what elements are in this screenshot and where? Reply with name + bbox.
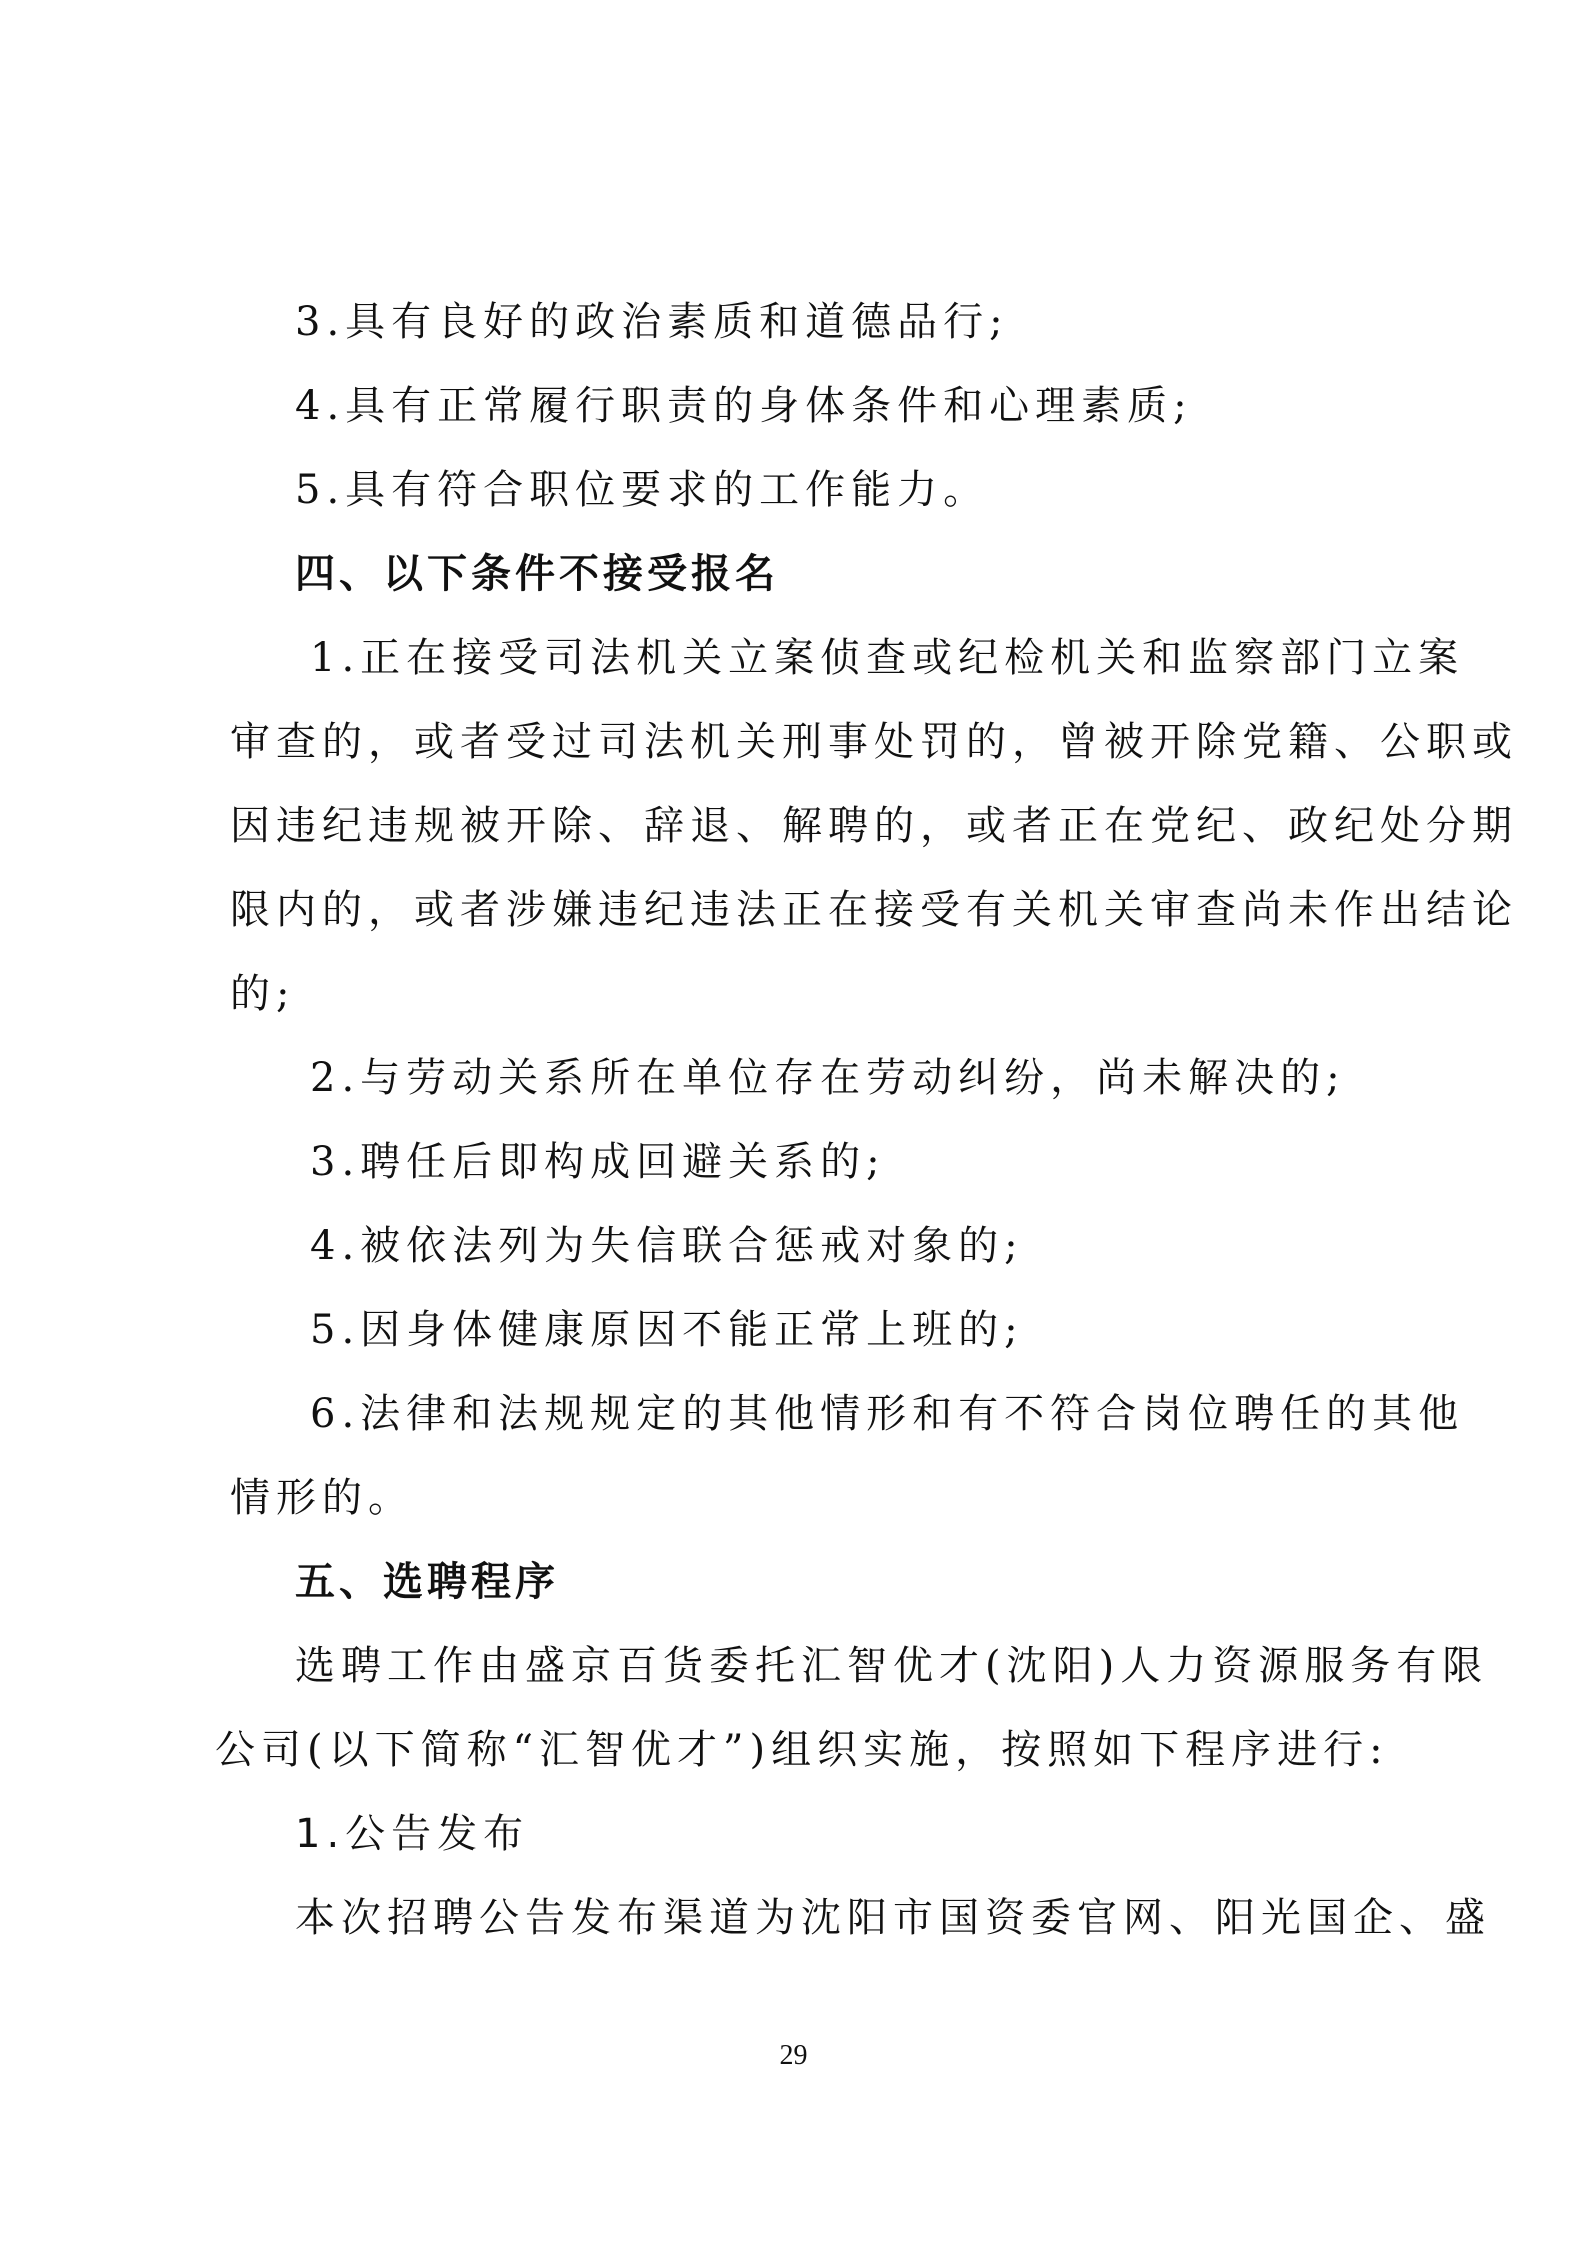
exclusion-item-6-line-1: 6.法律和法规规定的其他情形和有不符合岗位聘任的其他 (310, 1391, 1465, 1437)
qualification-item-4: 4.具有正常履行职责的身体条件和心理素质; (295, 383, 1193, 429)
exclusion-item-1-line-3: 因违纪违规被开除、辞退、解聘的，或者正在党纪、政纪处分期 (230, 803, 1518, 849)
qualification-item-3: 3.具有良好的政治素质和道德品行; (295, 299, 1009, 345)
procedure-intro-line-1: 选聘工作由盛京百货委托汇智优才(沈阳)人力资源服务有限 (295, 1643, 1489, 1689)
exclusion-item-1-line-1: 1.正在接受司法机关立案侦查或纪检机关和监察部门立案 (310, 635, 1465, 681)
exclusion-item-1-line-2: 审查的，或者受过司法机关刑事处罚的，曾被开除党籍、公职或 (230, 719, 1518, 765)
exclusion-item-2: 2.与劳动关系所在单位存在劳动纠纷，尚未解决的; (310, 1055, 1346, 1101)
page-number: 29 (779, 2040, 808, 2071)
qualification-item-5: 5.具有符合职位要求的工作能力。 (295, 467, 990, 513)
exclusion-item-6-line-2: 情形的。 (230, 1475, 414, 1521)
exclusion-item-4: 4.被依法列为失信联合惩戒对象的; (310, 1223, 1024, 1269)
procedure-step-1-title: 1.公告发布 (295, 1811, 530, 1857)
exclusion-item-1-line-4: 限内的，或者涉嫌违纪违法正在接受有关机关审查尚未作出结论 (230, 887, 1518, 933)
section-5-heading: 五、选聘程序 (295, 1559, 559, 1605)
exclusion-item-1-line-5: 的; (230, 971, 296, 1017)
exclusion-item-3: 3.聘任后即构成回避关系的; (310, 1139, 886, 1185)
procedure-step-1-line-1: 本次招聘公告发布渠道为沈阳市国资委官网、阳光国企、盛 (295, 1895, 1491, 1941)
section-4-heading: 四、以下条件不接受报名 (295, 551, 779, 597)
exclusion-item-5: 5.因身体健康原因不能正常上班的; (310, 1307, 1024, 1353)
procedure-intro-line-2: 公司(以下简称“汇智优才”)组织实施，按照如下程序进行: (215, 1727, 1389, 1773)
